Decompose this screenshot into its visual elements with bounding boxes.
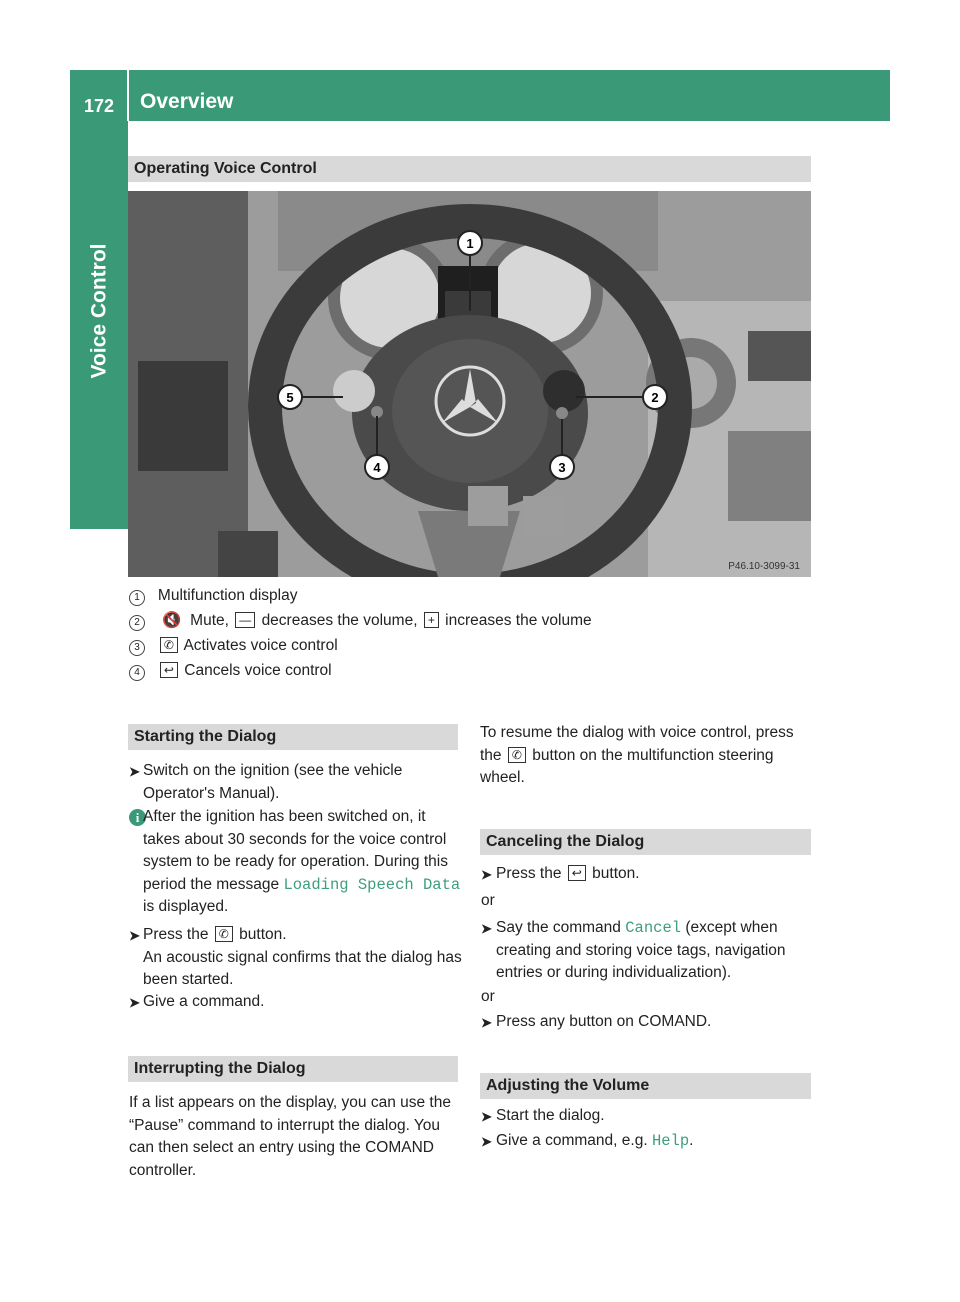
legend-item-2: 2 🔇 Mute, — decreases the volume, + increases the volume — [129, 610, 592, 633]
canceling-step-1: Press the ↩ button. — [496, 865, 640, 882]
callout-3 — [550, 455, 574, 479]
voice-key-icon: ✆ — [508, 747, 526, 763]
loading-speech-data-code: Loading Speech Data — [283, 875, 461, 894]
or-separator: or — [481, 988, 495, 1005]
cancel-code: Cancel — [625, 919, 682, 937]
callout-4 — [365, 455, 389, 479]
step-arrow-icon: ➤ — [129, 928, 140, 943]
starting-info: After the ignition has been switched on, it takes about 30 seconds for the voice control system to be ready for operation. During this period the message Loading Speech Data is displayed. — [143, 808, 461, 915]
back-key-icon: ↩ — [568, 865, 586, 881]
section-title-interrupting: Interrupting the Dialog — [128, 1056, 458, 1082]
step-arrow-icon: ➤ — [481, 1134, 492, 1149]
side-tab-label: Voice Control — [87, 243, 111, 379]
header-divider — [127, 70, 129, 121]
callout-1 — [458, 231, 482, 255]
legend-item-1: 1 Multifunction display — [129, 585, 298, 608]
step-arrow-icon: ➤ — [481, 921, 492, 936]
canceling-step-3: Press any button on COMAND. — [496, 1013, 712, 1030]
page-number: 172 — [84, 96, 115, 116]
svg-text:2: 2 — [651, 390, 659, 405]
svg-text:5: 5 — [286, 390, 294, 405]
page-title: Overview — [140, 90, 234, 113]
callout-5 — [278, 385, 302, 409]
adjusting-step-1: Start the dialog. — [496, 1107, 605, 1124]
section-title-canceling: Canceling the Dialog — [480, 829, 811, 855]
step-arrow-icon: ➤ — [481, 867, 492, 882]
step-arrow-icon: ➤ — [481, 1015, 492, 1030]
svg-text:1: 1 — [466, 236, 474, 251]
svg-text:4: 4 — [373, 460, 381, 475]
interrupting-body: If a list appears on the display, you can use the “Pause” command to interrupt the dialog. You can then select an entry using the COMAND controller. — [129, 1094, 451, 1179]
legend-item-4: 4 ↩ Cancels voice control — [129, 660, 332, 683]
step-arrow-icon: ➤ — [129, 764, 140, 779]
back-key-icon: ↩ — [160, 662, 178, 678]
section-title-starting: Starting the Dialog — [128, 724, 458, 750]
legend-item-3: 3 ✆ Activates voice control — [129, 635, 338, 658]
info-icon: i — [129, 809, 146, 827]
steering-wheel-figure — [128, 191, 811, 577]
figure-ref-code: P46.10-3099-31 — [728, 561, 800, 572]
canceling-step-2: Say the command Cancel (except when creating and storing voice tags, navigation entries or during individualization). — [496, 919, 786, 981]
starting-step-1: Switch on the ignition (see the vehicle Operator's Manual). — [143, 762, 403, 802]
minus-key-icon: — — [235, 612, 255, 628]
starting-step-2: Press the ✆ button. An acoustic signal confirms that the dialog has been started. — [143, 926, 462, 988]
steering-wheel-illustration — [128, 191, 811, 577]
step-arrow-icon: ➤ — [129, 995, 140, 1010]
svg-text:3: 3 — [558, 460, 566, 475]
plus-key-icon: + — [424, 612, 439, 628]
voice-key-icon: ✆ — [160, 637, 178, 653]
or-separator: or — [481, 892, 495, 909]
adjusting-step-2: Give a command, e.g. Help. — [496, 1132, 694, 1150]
mute-icon: 🔇 — [162, 612, 182, 629]
voice-key-icon: ✆ — [215, 926, 233, 942]
callout-2 — [643, 385, 667, 409]
section-title-operating: Operating Voice Control — [128, 156, 811, 182]
section-title-adjusting: Adjusting the Volume — [480, 1073, 811, 1099]
resume-paragraph: To resume the dialog with voice control, press the ✆ button on the multifunction steering wheel. — [480, 724, 794, 786]
step-arrow-icon: ➤ — [481, 1109, 492, 1124]
starting-step-3: Give a command. — [143, 993, 265, 1010]
help-code: Help — [651, 1132, 690, 1150]
